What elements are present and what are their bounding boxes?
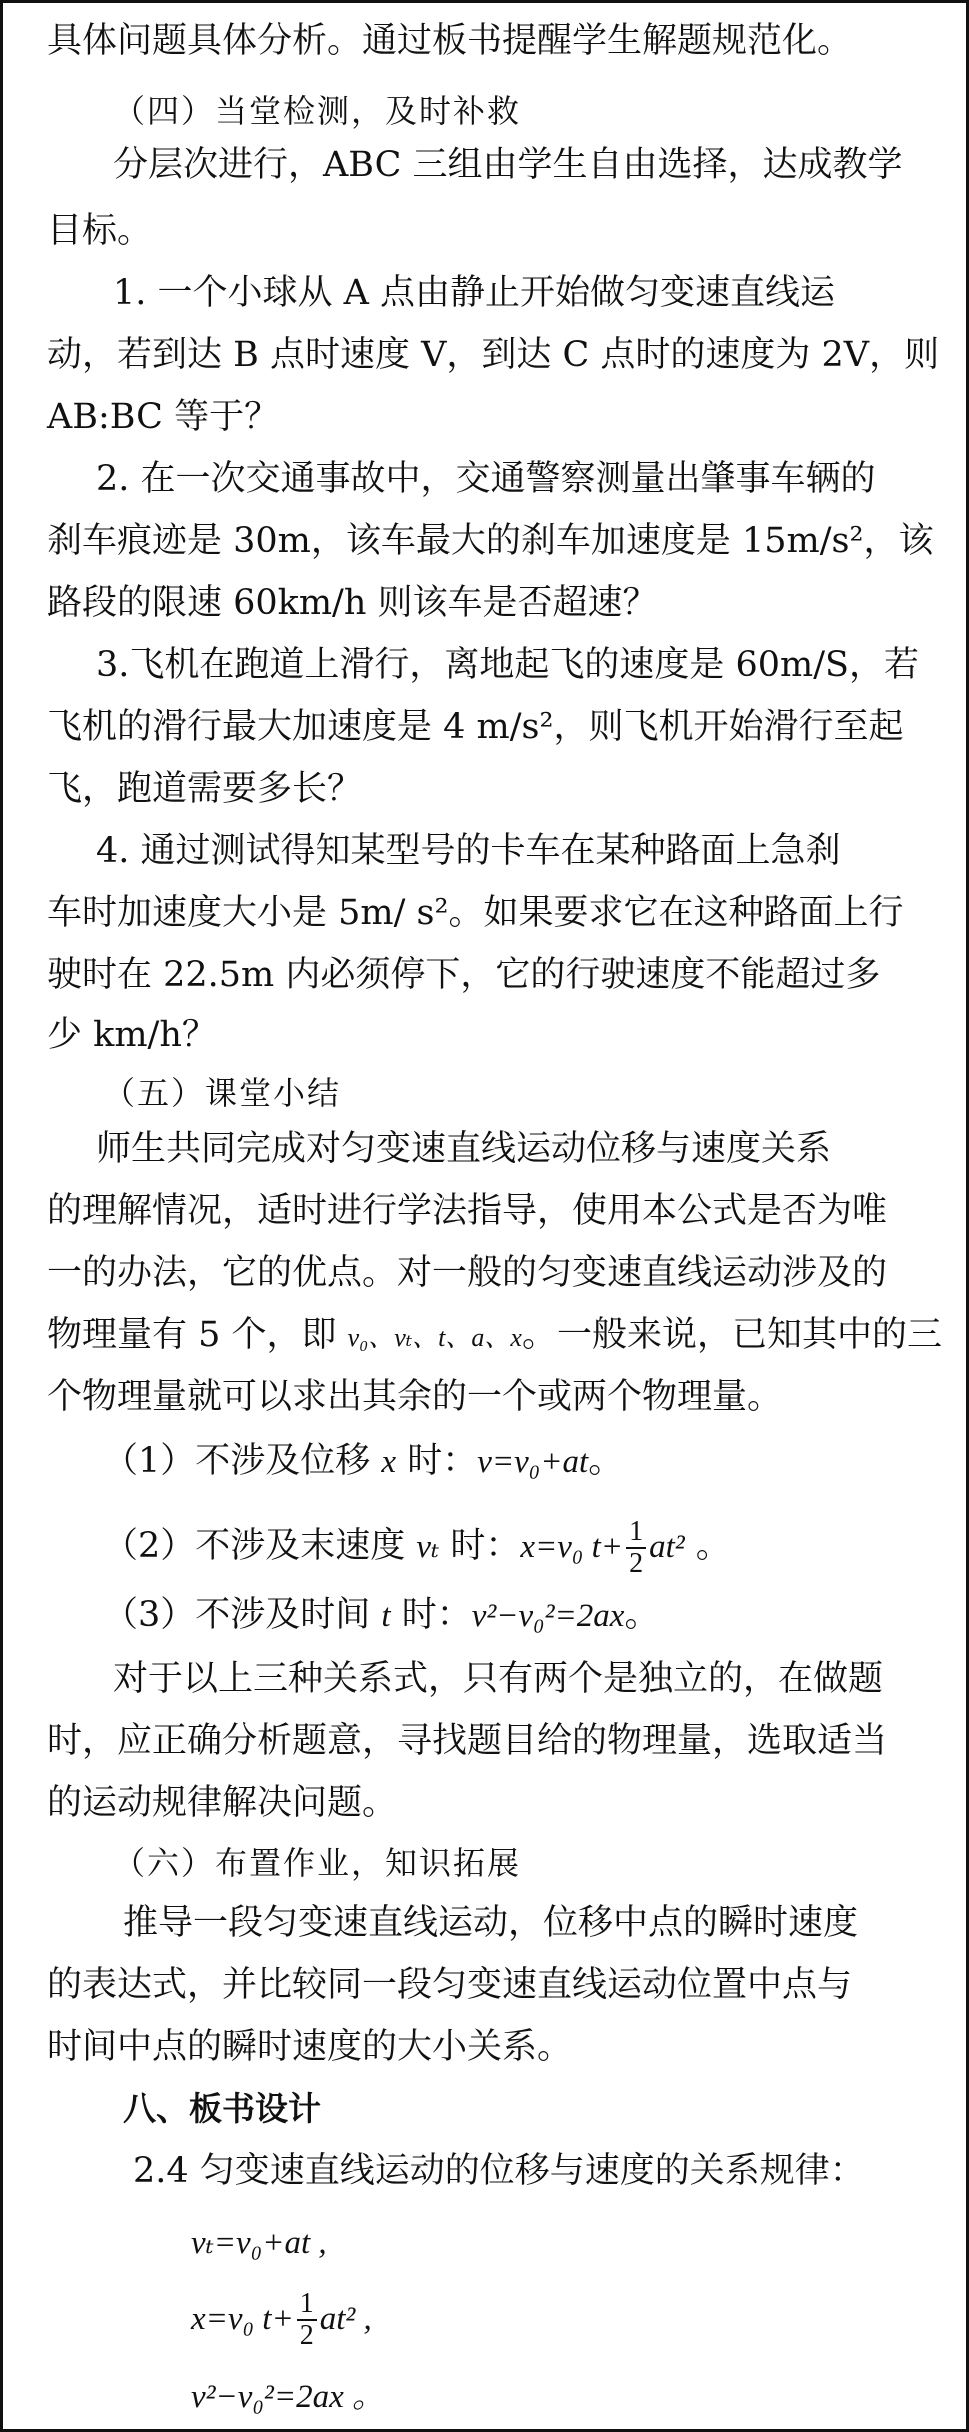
question-1: 1. 一个小球从 A 点由静止开始做匀变速直线运 [113, 273, 836, 313]
variable: x [381, 1444, 397, 1480]
text-line: 的表达式，并比较同一段匀变速直线运动位置中点与 [47, 1965, 853, 2005]
text-line: 个物理量就可以求出其余的一个或两个物理量。 [47, 1377, 783, 1417]
text-line: 具体问题具体分析。通过板书提醒学生解题规范化。 [47, 21, 853, 61]
text-line: 少 km/h？ [47, 1015, 217, 1055]
relation-1 [103, 1441, 623, 1482]
relation-3 [103, 1595, 659, 1636]
question-2: 2. 在一次交通事故中，交通警察测量出肇事车辆的 [96, 459, 876, 499]
relation-2 [103, 1511, 731, 1582]
formula: v²−v₀²=2ax [471, 1598, 625, 1634]
text-line: 的运动规律解决问题。 [47, 1783, 398, 1823]
text-line: 的理解情况，适时进行学法指导，使用本公式是否为唯 [47, 1191, 888, 1231]
formula: x=v₀ t+ [520, 1529, 624, 1565]
board-formula-1: vₜ=v₀+at , [191, 2225, 327, 2261]
formula: at² , [319, 2301, 372, 2337]
text-line: 车时加速度大小是 5m/ s²。如果要求它在这种路面上行 [47, 893, 904, 933]
variable: vₜ [416, 1529, 440, 1565]
board-formula-2 [191, 2273, 372, 2364]
formula: v=v₀+at [477, 1444, 589, 1480]
section-heading-6: （六）布置作业，知识拓展 [113, 1844, 522, 1882]
section-heading-4: （四）当堂检测，及时补救 [113, 92, 522, 130]
text-segment: 。 [684, 1526, 731, 1566]
section-heading-5: （五）课堂小结 [103, 1074, 342, 1112]
fraction-half: $\frac{1}{2}$ [297, 2289, 317, 2351]
text-line: 路段的限速 60km/h 则该车是否超速？ [47, 583, 658, 623]
text-line: 一的办法，它的优点。对一般的匀变速直线运动涉及的 [47, 1253, 888, 1293]
text-line: 分层次进行，ABC 三组由学生自由选择，达成教学 [113, 145, 903, 185]
question-4: 4. 通过测试得知某型号的卡车在某种路面上急刹 [96, 831, 841, 871]
text-segment: 。一般来说，已知其中的三 [521, 1315, 942, 1355]
text-segment: 。 [588, 1441, 624, 1481]
text-segment: （1）不涉及位移 [103, 1441, 382, 1481]
text-line: 驶时在 22.5m 内必须停下，它的行驶速度不能超过多 [47, 955, 881, 995]
text-line: 目标。 [47, 211, 153, 251]
fraction-half: $\frac{1}{2}$ [626, 1517, 646, 1579]
text-segment: （2）不涉及末速度 [103, 1526, 417, 1566]
section-heading-8: 八、板书设计 [123, 2089, 321, 2128]
variable: t [381, 1598, 391, 1634]
question-3: 3.飞机在跑道上滑行，离地起飞的速度是 60m/S，若 [96, 645, 920, 685]
variable-list: v₀、vₜ、t、a、x [347, 1323, 522, 1352]
text-line: 动，若到达 B 点时速度 V，到达 C 点时的速度为 2V，则 [47, 335, 940, 375]
formula: at² [649, 1529, 685, 1565]
text-line: 飞机的滑行最大加速度是 4 m/s²，则飞机开始滑行至起 [47, 707, 904, 747]
text-line: 飞，跑道需要多长？ [47, 769, 363, 809]
board-title: 2.4 匀变速直线运动的位移与速度的关系规律： [133, 2151, 865, 2191]
formula: x=v₀ t+ [191, 2301, 294, 2337]
text-line [47, 1315, 942, 1358]
text-line: 推导一段匀变速直线运动，位移中点的瞬时速度 [123, 1903, 859, 1943]
board-formula-3: v²−v₀²=2ax 。 [191, 2379, 385, 2415]
text-segment: 物理量有 5 个，即 [47, 1315, 348, 1355]
text-line: AB:BC 等于？ [47, 397, 280, 437]
text-line: 刹车痕迹是 30m，该车最大的刹车加速度是 15m/s²，该 [47, 521, 934, 561]
text-segment: 时： [439, 1526, 521, 1566]
text-line: 时，应正确分析题意，寻找题目给的物理量，选取适当 [47, 1721, 888, 1761]
text-line: 对于以上三种关系式，只有两个是独立的，在做题 [113, 1659, 884, 1699]
text-segment: （3）不涉及时间 [103, 1595, 382, 1635]
text-segment: 。 [624, 1595, 660, 1635]
text-segment: 时： [390, 1595, 472, 1635]
text-line: 时间中点的瞬时速度的大小关系。 [47, 2027, 573, 2067]
text-segment: 时： [396, 1441, 478, 1481]
text-line: 师生共同完成对匀变速直线运动位移与速度关系 [96, 1129, 832, 1169]
